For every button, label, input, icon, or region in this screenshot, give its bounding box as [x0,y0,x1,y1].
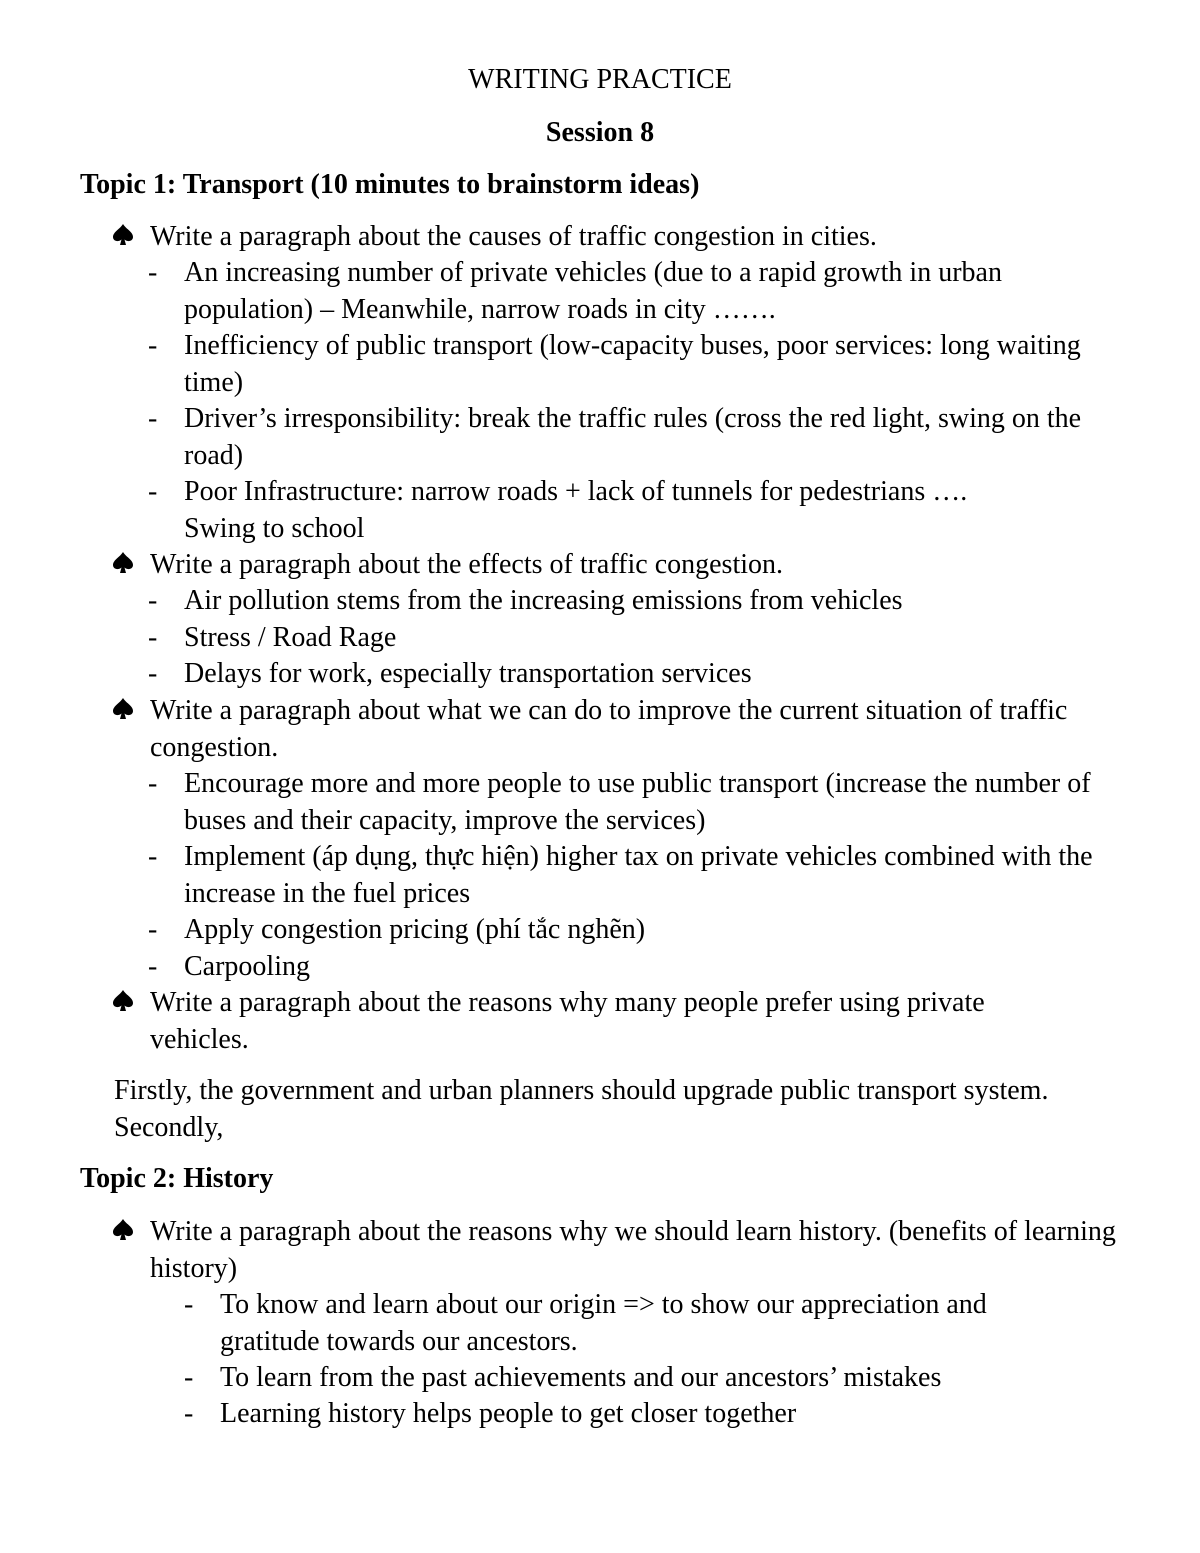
topic2-question-1 [112,1214,1122,1287]
answer-paragraph: Firstly, the government and urban planners should upgrade public transport system. Secondly, [114,1075,1049,1143]
topic1-question-2 [112,547,1122,584]
session-label: Session 8 [545,117,655,148]
question-text: Write a paragraph about the effects of traffic congestion. [150,549,784,580]
topic2-heading: Topic 2: History [80,1163,274,1194]
list-item: - An increasing number of private vehicles (due to a rapid growth in urban population) – Meanwhile, narrow roads in city ……. [148,257,1002,325]
list-item: - Air pollution stems from the increasing emissions from vehicles [148,585,903,616]
question-text: Write a paragraph about the reasons why many people prefer using private vehicles. [150,987,985,1055]
list-item: - Apply congestion pricing (phí tắc nghẽn) [148,914,646,945]
question-text: Write a paragraph about the reasons why we should learn history. (benefits of learning history) [150,1216,1116,1284]
topic1-question-4 [112,985,1122,1058]
list-item: - Stress / Road Rage [148,622,397,653]
question-text: Write a paragraph about what we can do to improve the current situation of traffic congestion. [150,695,1068,763]
document-title: WRITING PRACTICE [468,64,732,95]
list-item: - Implement (áp dụng, thực hiện) higher tax on private vehicles combined with the increase in the fuel prices [148,841,1093,909]
list-item: - Carpooling [148,951,310,982]
list-item: - Poor Infrastructure: narrow roads + lack of tunnels for pedestrians …. Swing to school [148,476,968,544]
topic1-question-3 [112,693,1122,766]
list-item: - To learn from the past achievements and our ancestors’ mistakes [184,1362,942,1393]
list-item: - Driver’s irresponsibility: break the traffic rules (cross the red light, swing on the road) [148,403,1082,471]
topic1-question-1 [112,219,1122,256]
list-item: - Encourage more and more people to use public transport (increase the number of buses and their capacity, improve the services) [148,768,1091,836]
spade-bullet-icon [112,985,142,1022]
question-text: Write a paragraph about the causes of traffic congestion in cities. [150,221,877,252]
spade-bullet-icon [112,547,142,584]
list-item: - Delays for work, especially transportation services [148,658,752,689]
list-item: - Inefficiency of public transport (low-capacity buses, poor services: long waiting time) [148,330,1081,398]
topic1-heading: Topic 1: Transport (10 minutes to brainstorm ideas) [80,169,700,200]
list-item: - To know and learn about our origin => to show our appreciation and gratitude towards our ancestors. [184,1289,987,1357]
spade-bullet-icon [112,219,142,256]
spade-bullet-icon [112,693,142,730]
list-item: - Learning history helps people to get closer together [184,1398,797,1429]
spade-bullet-icon [112,1214,142,1251]
